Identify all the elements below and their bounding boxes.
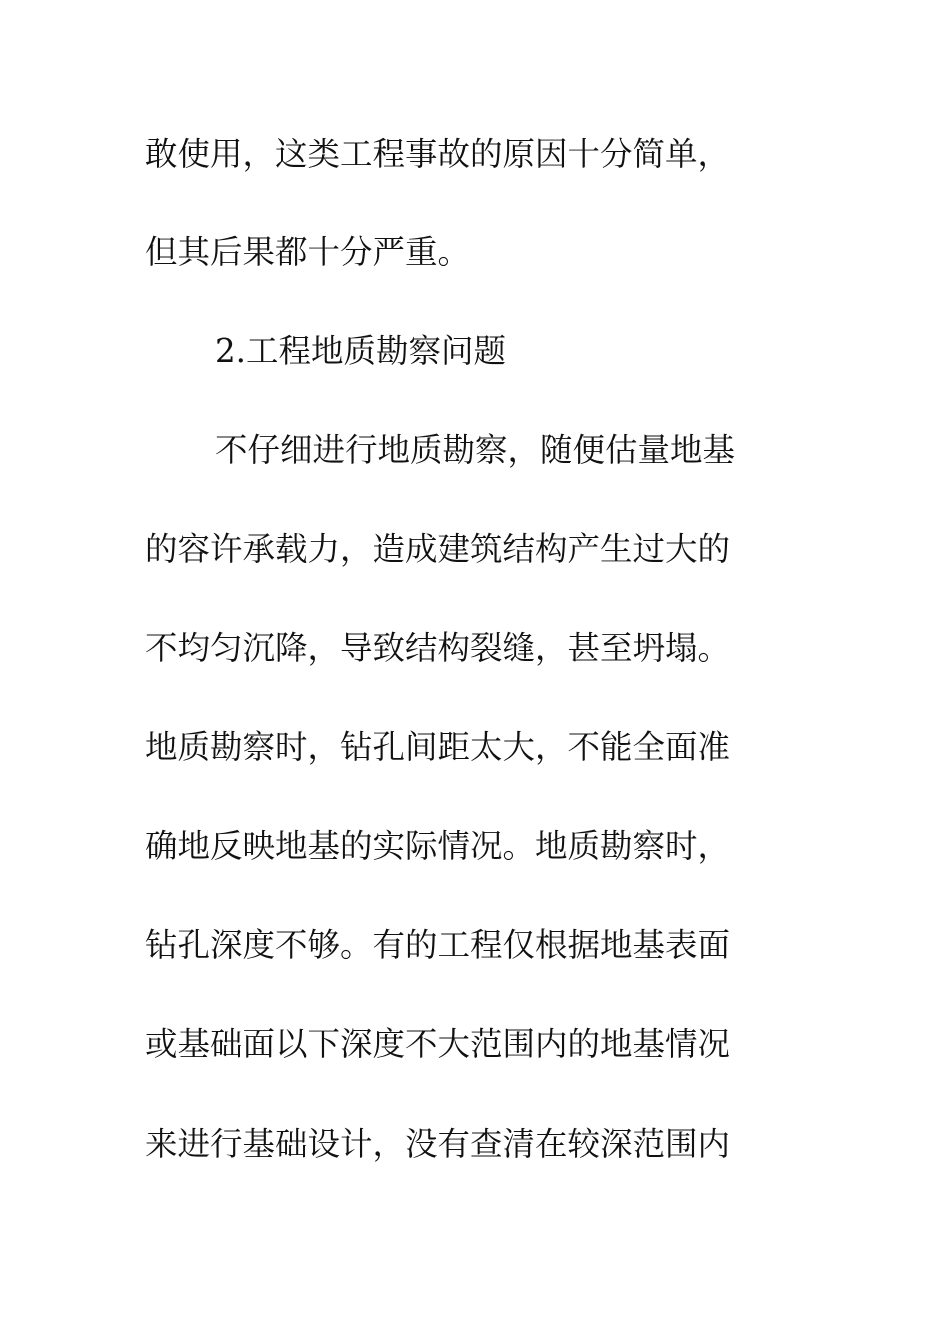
paragraph-first-line: 不仔细进行地质勘察，随便估量地基 bbox=[215, 431, 736, 469]
text-line: 或基础面以下深度不大范围内的地基情况 bbox=[145, 1025, 731, 1063]
text-line: 确地反映地基的实际情况。地质勘察时， bbox=[145, 827, 731, 865]
text-line: 不均匀沉降，导致结构裂缝，甚至坍塌。 bbox=[145, 629, 731, 667]
text-line: 钻孔深度不够。有的工程仅根据地基表面 bbox=[145, 926, 731, 964]
section-heading: 2.工程地质勘察问题 bbox=[215, 332, 507, 370]
text-line: 的容许承载力，造成建筑结构产生过大的 bbox=[145, 530, 731, 568]
text-line: 地质勘察时，钻孔间距太大，不能全面准 bbox=[145, 728, 731, 766]
text-line: 敢使用，这类工程事故的原因十分简单， bbox=[145, 135, 731, 173]
text-line: 来进行基础设计，没有查清在较深范围内 bbox=[145, 1125, 731, 1163]
text-line: 但其后果都十分严重。 bbox=[145, 233, 471, 271]
